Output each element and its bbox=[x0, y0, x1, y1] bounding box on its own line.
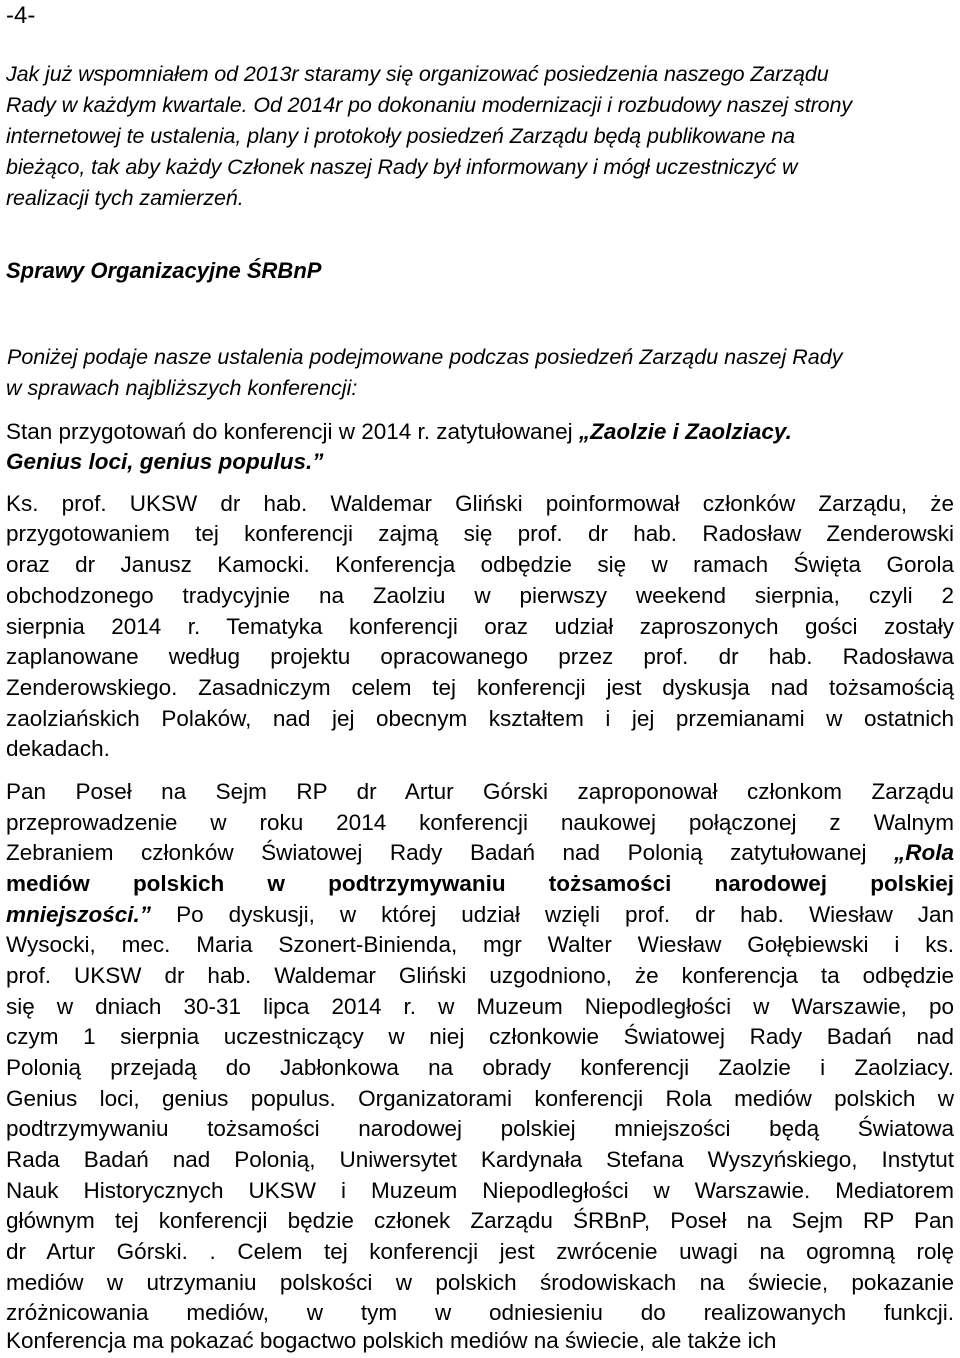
conference-title-line bbox=[6, 421, 954, 444]
body-line: się w dniach 30-31 lipca 2014 r. w Muzeum Niepodległości w Warszawie, po bbox=[6, 994, 954, 1019]
body-line: zaolziańskich Polaków, nad jej obecnym kształtem i jej przemianami w ostatnich bbox=[6, 706, 954, 731]
body-line: Zenderowskiego. Zasadniczym celem tej konferencji jest dyskusja nad tożsamością bbox=[6, 675, 954, 700]
body-line: dr Artur Górski. . Celem tej konferencji jest zwrócenie uwagi na ogromną rolę bbox=[6, 1239, 954, 1264]
conference-title-text: „Rola bbox=[893, 840, 954, 865]
intro-line: bieżąco, tak aby każdy Członek naszej Rady był informowany i mógł uczestniczyć w bbox=[6, 155, 798, 179]
body-line: Pan Poseł na Sejm RP dr Artur Górski zaproponował członkom Zarządu bbox=[6, 779, 954, 804]
body-line: Genius loci, genius populus. Organizatorami konferencji Rola mediów polskich w bbox=[6, 1086, 954, 1111]
body-line: Polonią przejadą do Jabłonkowa na obrady konferencji Zaolzie i Zaolziacy. bbox=[6, 1055, 954, 1080]
page-number: -4- bbox=[6, 2, 36, 29]
intro-line: internetowej te ustalenia, plany i protokoły posiedzeń Zarządu będą publikowane na bbox=[6, 124, 796, 148]
body-line: Ks. prof. UKSW dr hab. Waldemar Gliński poinformował członków Zarządu, że bbox=[6, 491, 954, 516]
conference-title-line: Genius loci, genius populus.” bbox=[6, 449, 324, 474]
body-line: prof. UKSW dr hab. Waldemar Gliński uzgodniono, że konferencja ta odbędzie bbox=[6, 963, 954, 988]
body-line: przygotowaniem tej konferencji zajmą się prof. dr hab. Radosław Zenderowski bbox=[6, 521, 954, 546]
body-line: dekadach. bbox=[6, 736, 110, 761]
body-line: zróżnicowania mediów, w tym w odniesieniu do realizowanych funkcji. bbox=[6, 1300, 954, 1325]
conference-title-text: „Zaolzie i Zaolziacy. bbox=[578, 419, 792, 444]
section-heading: Sprawy Organizacyjne ŚRBnP bbox=[6, 258, 322, 283]
body-line: obchodzonego tradycyjnie na Zaolziu w pierwszy weekend sierpnia, czyli 2 bbox=[6, 583, 954, 608]
body-line: oraz dr Janusz Kamocki. Konferencja odbędzie się w ramach Święta Gorola bbox=[6, 552, 954, 577]
conference-title-text: mniejszości.” bbox=[6, 902, 152, 927]
body-line: Nauk Historycznych UKSW i Muzeum Niepodległości w Warszawie. Mediatorem bbox=[6, 1178, 954, 1203]
body-line: przeprowadzenie w roku 2014 konferencji naukowej połączonej z Walnym bbox=[6, 810, 954, 835]
body-line: sierpnia 2014 r. Tematyka konferencji oraz udział zaproszonych gości zostały bbox=[6, 614, 954, 639]
body-text: Po dyskusji, w której udział wzięli prof. dr hab. Wiesław Jan bbox=[151, 902, 954, 927]
conference-intro-text: Stan przygotowań do konferencji w 2014 r. zatytułowanej bbox=[6, 419, 579, 444]
intro-line: Rady w każdym kwartale. Od 2014r po dokonaniu modernizacji i rozbudowy naszej strony bbox=[6, 93, 853, 117]
body-line bbox=[6, 842, 954, 865]
conference-title-line: mediów polskich w podtrzymywaniu tożsamości narodowej polskiej bbox=[6, 871, 954, 896]
body-line: głównym tej konferencji będzie członek Zarządu ŚRBnP, Poseł na Sejm RP Pan bbox=[6, 1208, 954, 1233]
body-line: Wysocki, mec. Maria Szonert-Binienda, mgr Walter Wiesław Gołębiewski i ks. bbox=[6, 932, 954, 957]
body-line: mediów w utrzymaniu polskości w polskich środowiskach na świecie, pokazanie bbox=[6, 1270, 954, 1295]
body-line: podtrzymywaniu tożsamości narodowej polskiej mniejszości będą Światowa bbox=[6, 1116, 954, 1141]
body-line: czym 1 sierpnia uczestniczący w niej członkowie Światowej Rady Badań nad bbox=[6, 1024, 954, 1049]
intro-line: Jak już wspomniałem od 2013r staramy się organizować posiedzenia naszego Zarządu bbox=[6, 62, 829, 86]
body-line: zaplanowane według projektu opracowanego przez prof. dr hab. Radosława bbox=[6, 644, 954, 669]
body-line bbox=[6, 904, 954, 927]
sub-intro-line: w sprawach najbliższych konferencji: bbox=[6, 376, 358, 400]
body-line: Konferencja ma pokazać bogactwo polskich mediów na świecie, ale także ich bbox=[6, 1328, 777, 1353]
sub-intro-line: Poniżej podaje nasze ustalenia podejmowane podczas posiedzeń Zarządu naszej Rady bbox=[7, 345, 843, 369]
body-line: Rada Badań nad Polonią, Uniwersytet Kardynała Stefana Wyszyńskiego, Instytut bbox=[6, 1147, 954, 1172]
intro-line: realizacji tych zamierzeń. bbox=[6, 186, 244, 210]
body-text: Zebraniem członków Światowej Rady Badań nad Polonią zatytułowanej bbox=[6, 840, 894, 865]
